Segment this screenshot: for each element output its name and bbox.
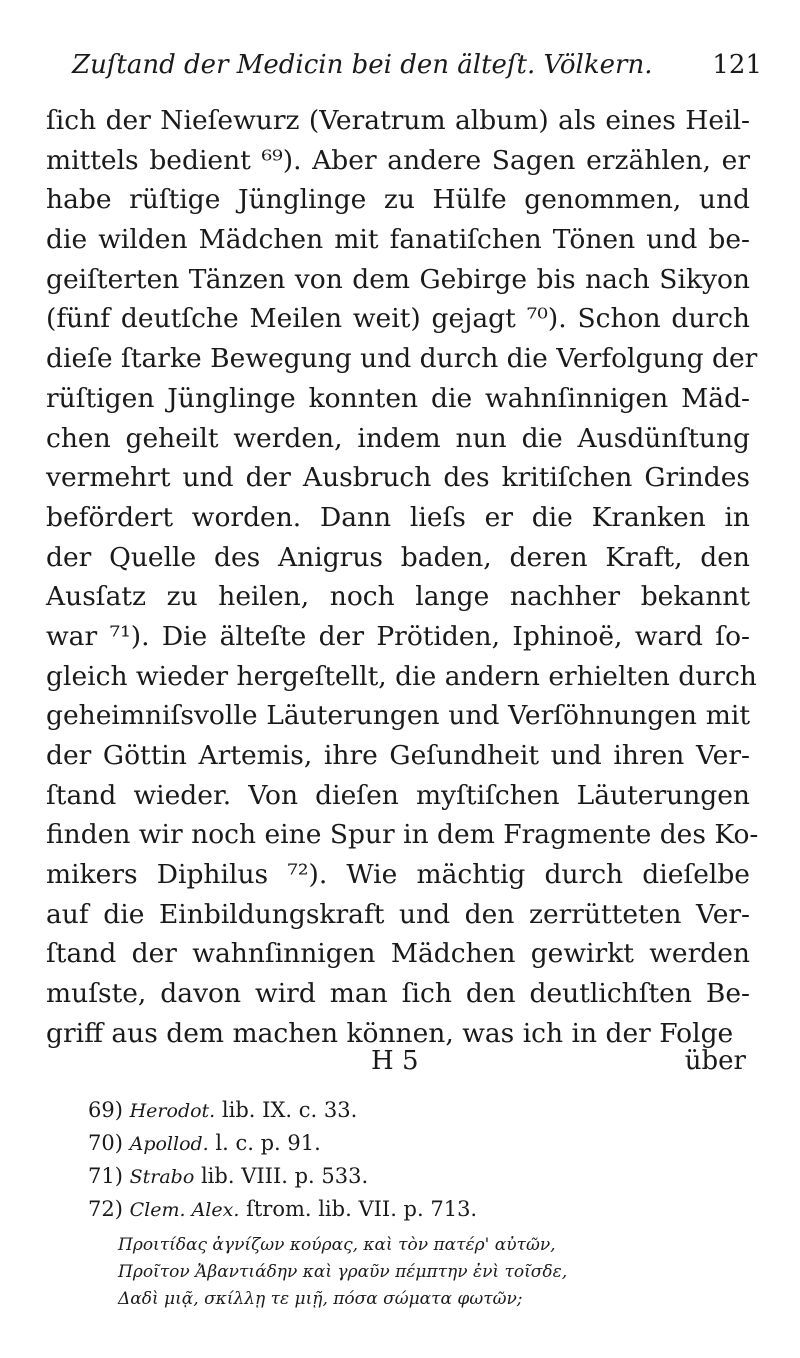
footnote-reference: l. c. p. 91. (215, 1131, 321, 1155)
body-text (46, 101, 759, 1054)
text-line: ſtand wieder. Von dieſen myſtiſchen Läuterungen (46, 779, 750, 811)
greek-line: Προιτίδας ἁγνίζων κούρας, καὶ τὸν πατέρ' αὐτῶν, (118, 1235, 556, 1255)
text-line: geiſterten Tänzen von dem Gebirge bis nach Sikyon (46, 263, 750, 295)
page-header (72, 50, 762, 90)
text-line: Ausſatz zu heilen, noch lange nachher bekannt (46, 581, 750, 613)
footnote-number: 69) (88, 1098, 123, 1122)
text-line: finden wir noch eine Spur in dem Fragmente des Ko- (46, 819, 759, 851)
footnote-number: 70) (88, 1131, 123, 1155)
text-line: griff aus dem machen können, was ich in der Folge (46, 1017, 734, 1049)
text-line: die wilden Mädchen mit fanatiſchen Tönen und be- (46, 224, 750, 256)
footnote-author: Strabo (129, 1166, 195, 1188)
text-line: mikers Diphilus ⁷²). Wie mächtig durch dieſelbe (46, 859, 750, 891)
running-title: Zuſtand der Medicin bei den älteſt. Völkern. (72, 50, 653, 80)
footnotes (88, 1094, 648, 1226)
footnote-69 (88, 1094, 648, 1127)
footnote-72 (88, 1193, 648, 1226)
text-line: auf die Einbildungskraft und den zerrütteten Ver- (46, 898, 750, 930)
text-line: vermehrt und der Ausbruch des kritiſchen Grindes (46, 462, 750, 494)
text-line: rüſtigen Jünglinge konnten die wahnſinnigen Mäd- (46, 382, 750, 414)
footnote-author: Clem. Alex. (129, 1199, 240, 1221)
text-line: chen geheilt werden, indem nun die Ausdünſtung (46, 422, 750, 454)
text-line: habe rüſtige Jünglinge zu Hülfe genommen, und (46, 184, 750, 216)
page-number: 121 (712, 50, 762, 80)
greek-line: Δαδὶ μιᾷ, σκίλλῃ τε μιῇ, πόσα σώματα φωτῶν; (118, 1289, 523, 1309)
footnote-author: Herodot. (129, 1100, 216, 1122)
text-line: (fünf deutſche Meilen weit) gejagt ⁷⁰). Schon durch (46, 303, 750, 335)
text-line: der Quelle des Anigrus baden, deren Kraft, den (46, 541, 750, 573)
greek-line: Προῖτον Ἀβαντιάδην καὶ γραῦν πέμπτην ἐνὶ τοῖσδε, (118, 1262, 568, 1282)
greek-quotation (118, 1232, 738, 1313)
text-line: dieſe ſtarke Bewegung und durch die Verfolgung der (46, 343, 758, 375)
footnote-reference: ſtrom. lib. VII. p. 713. (246, 1197, 478, 1221)
footnote-70 (88, 1127, 648, 1160)
signature-line (46, 1046, 746, 1082)
text-line: der Göttin Artemis, ihre Geſundheit und ihren Ver- (46, 740, 750, 771)
text-line: muſste, davon wird man ſich den deutlichſten Be- (46, 978, 750, 1010)
footnote-71 (88, 1160, 648, 1193)
text-line: war ⁷¹). Die älteſte der Prötiden, Iphinoë, ward ſo- (46, 620, 750, 652)
text-line: befördert worden. Dann lieſs er die Kranken in (46, 501, 750, 533)
text-line: gleich wieder hergeſtellt, die andern erhielten durch (46, 660, 757, 692)
footnote-number: 71) (88, 1164, 123, 1188)
footnote-reference: lib. IX. c. 33. (221, 1098, 358, 1122)
footnote-author: Apollod. (129, 1133, 209, 1155)
text-line: ſich der Nieſewurz (Veratrum album) als eines Heil- (46, 105, 750, 136)
text-line: ſtand der wahnſinnigen Mädchen gewirkt werden (46, 938, 750, 970)
text-line: geheimniſsvolle Läuterungen und Verſöhnungen mit (46, 700, 750, 732)
catchword: über (684, 1046, 746, 1076)
footnote-reference: lib. VIII. p. 533. (200, 1164, 369, 1188)
footnote-number: 72) (88, 1197, 123, 1221)
signature-mark: H 5 (371, 1046, 419, 1076)
text-line: mittels bedient ⁶⁹). Aber andere Sagen erzählen, er (46, 144, 750, 176)
